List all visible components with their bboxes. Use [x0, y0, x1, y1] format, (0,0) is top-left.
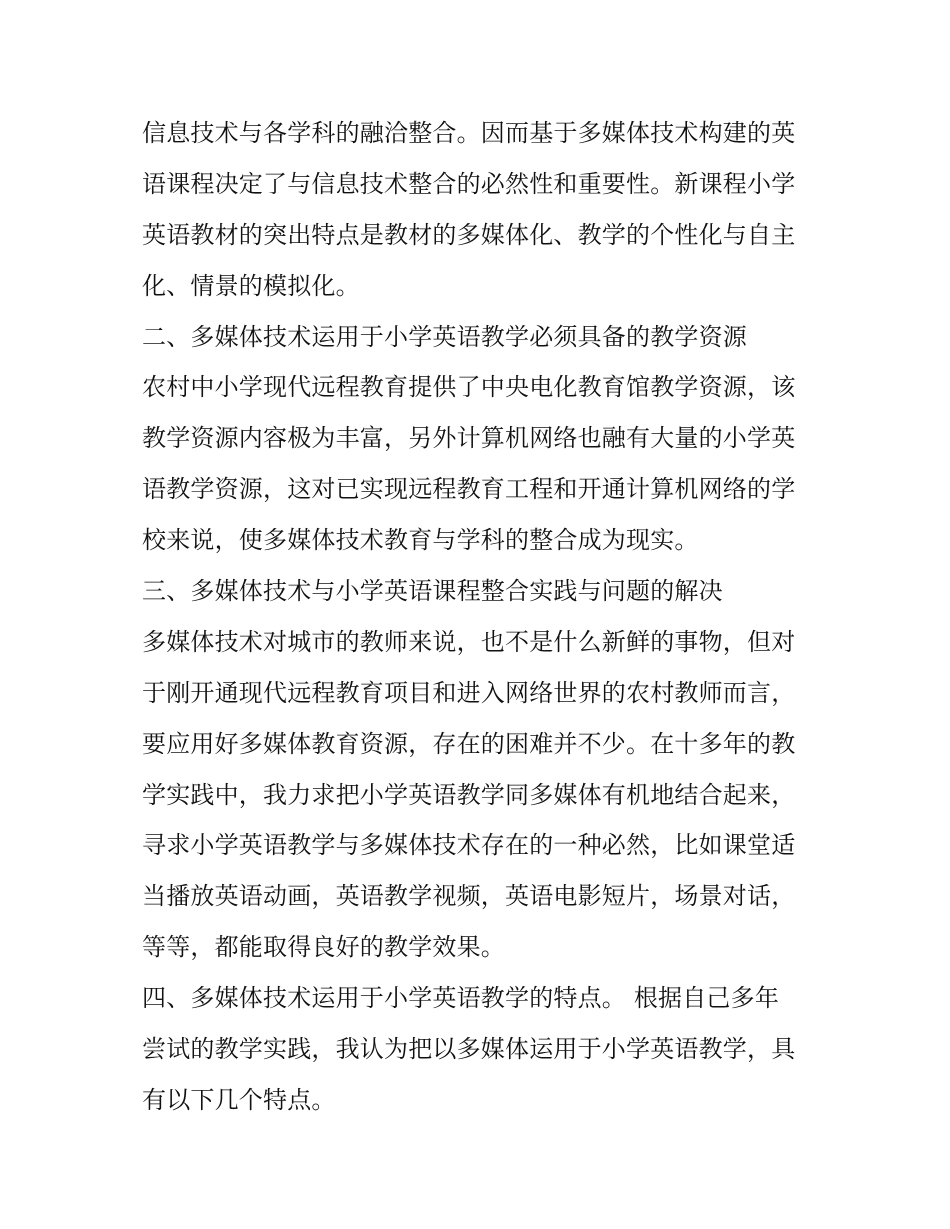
body-line: 于刚开通现代远程教育项目和进入网络世界的农村教师而言，	[142, 678, 796, 707]
body-line: 寻求小学英语教学与多媒体技术存在的一种必然，比如课堂适	[142, 831, 796, 860]
body-line: 英语教材的突出特点是教材的多媒体化、教学的个性化与自主	[142, 220, 796, 249]
section-heading-4: 四、多媒体技术运用于小学英语教学的特点。 根据自己多年	[142, 984, 780, 1013]
body-line: 信息技术与各学科的融洽整合。因而基于多媒体技术构建的英	[142, 119, 796, 147]
document-body	[142, 108, 814, 1126]
body-line: 有以下几个特点。	[142, 1085, 336, 1114]
body-line: 语课程决定了与信息技术整合的必然性和重要性。新课程小学	[142, 169, 796, 198]
body-line: 化、情景的模拟化。	[142, 271, 360, 300]
body-line: 农村中小学现代远程教育提供了中央电化教育馆教学资源，该	[142, 373, 796, 402]
body-line: 尝试的教学实践，我认为把以多媒体运用于小学英语教学，具	[142, 1035, 796, 1064]
body-line: 等等，都能取得良好的教学效果。	[142, 933, 505, 962]
section-heading-3: 三、多媒体技术与小学英语课程整合实践与问题的解决	[142, 577, 723, 606]
body-line: 校来说，使多媒体技术教育与学科的整合成为现实。	[142, 526, 699, 555]
body-line: 教学资源内容极为丰富，另外计算机网络也融有大量的小学英	[142, 424, 796, 453]
body-line: 要应用好多媒体教育资源，存在的困难并不少。在十多年的教	[142, 729, 796, 758]
body-line: 语教学资源，这对已实现远程教育工程和开通计算机网络的学	[142, 475, 796, 504]
body-line: 当播放英语动画，英语教学视频，英语电影短片，场景对话，	[142, 882, 796, 911]
body-line: 学实践中，我力求把小学英语教学同多媒体有机地结合起来，	[142, 780, 796, 809]
body-line: 多媒体技术对城市的教师来说，也不是什么新鲜的事物，但对	[142, 627, 796, 656]
section-heading-2: 二、多媒体技术运用于小学英语教学必须具备的教学资源	[142, 322, 747, 351]
